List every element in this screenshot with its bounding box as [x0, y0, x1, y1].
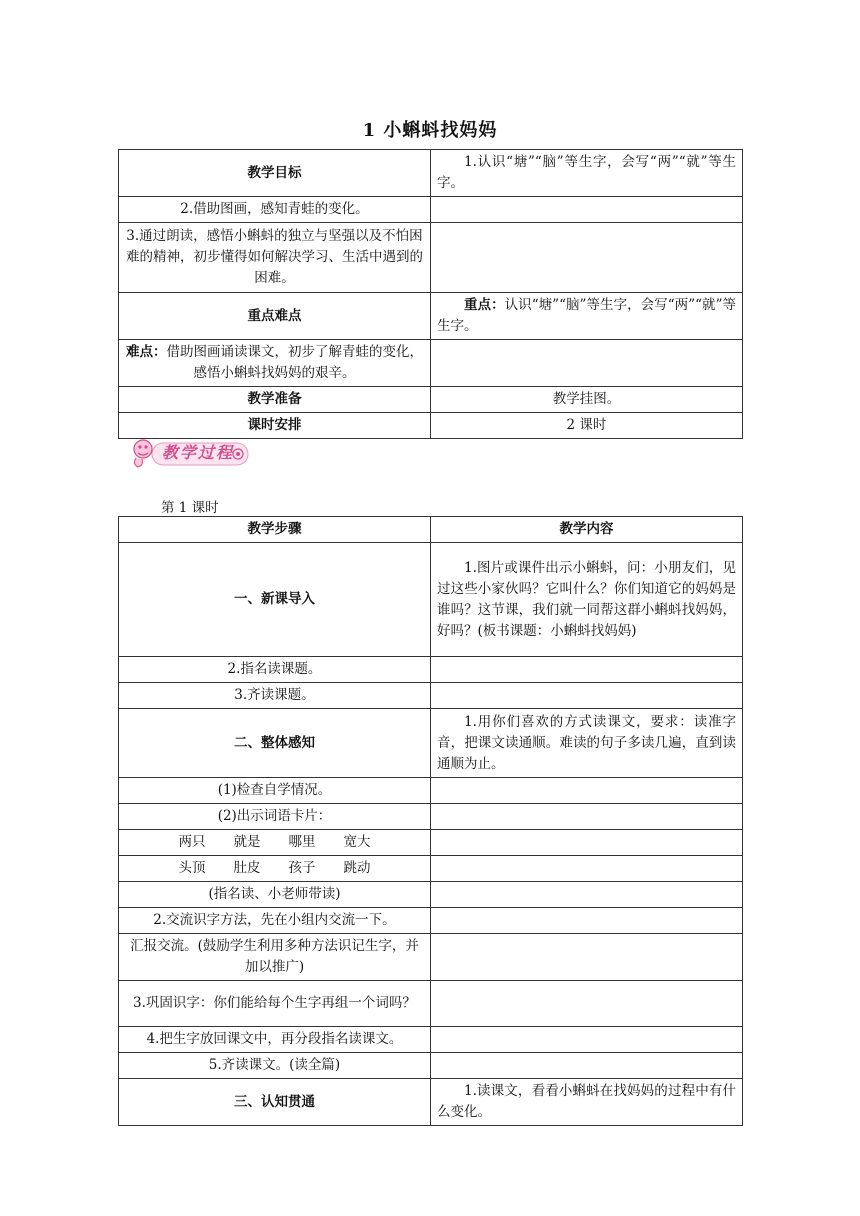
goal-1-text: 1.认识“塘”“脑”等生字，会写“两”“就”等生字。	[431, 150, 743, 197]
table-row	[119, 1053, 743, 1079]
empty-cell	[431, 657, 743, 683]
word-card: 跳动	[343, 860, 371, 876]
step-2-label: 二、整体感知	[119, 709, 431, 778]
key-label: 重点难点	[119, 293, 431, 340]
table-row	[119, 543, 743, 657]
word-card: 头顶	[178, 860, 206, 876]
empty-cell	[431, 223, 743, 293]
prep-label: 教学准备	[119, 387, 431, 413]
empty-cell	[431, 197, 743, 223]
table-row	[119, 683, 743, 709]
word-card: 宽大	[343, 834, 371, 850]
table-row	[119, 197, 743, 223]
key-cell	[431, 293, 743, 340]
step-3-label: 三、认知贯通	[119, 1079, 431, 1126]
table-row	[119, 882, 743, 908]
empty-cell	[431, 1053, 743, 1079]
empty-cell	[431, 830, 743, 856]
teaching-process-banner	[128, 433, 252, 471]
word-card: 两只	[178, 834, 206, 850]
step-text: 2.交流识字方法，先在小组内交流一下。	[119, 908, 431, 934]
step-text: 汇报交流。(鼓励学生利用多种方法识记生字，并加以推广)	[119, 934, 431, 981]
col-steps-header: 教学步骤	[119, 517, 431, 543]
step-text: 3.齐读课题。	[119, 683, 431, 709]
table-row	[119, 830, 743, 856]
table-row	[119, 908, 743, 934]
empty-cell	[431, 340, 743, 387]
step-text: 4.把生字放回课文中，再分段指名读课文。	[119, 1027, 431, 1053]
word-card-row-2	[119, 856, 431, 882]
key-text: 认识“塘”“脑”等生字，会写“两”“就”等生字。	[437, 297, 737, 334]
word-card: 孩子	[288, 860, 316, 876]
table-row	[119, 657, 743, 683]
empty-cell	[431, 856, 743, 882]
empty-cell	[431, 683, 743, 709]
table-header-row	[119, 517, 743, 543]
schedule-label: 课时安排	[119, 413, 431, 439]
table-row	[119, 804, 743, 830]
prep-value: 教学挂图。	[431, 387, 743, 413]
table-row	[119, 934, 743, 981]
word-card: 哪里	[288, 834, 316, 850]
table-row	[119, 1079, 743, 1126]
difficulty-prefix: 难点：	[126, 344, 167, 360]
difficulty-cell	[119, 340, 431, 387]
lesson-period-label: 第 1 课时	[161, 500, 219, 516]
empty-cell	[431, 1027, 743, 1053]
page-title: 1 小蝌蚪找妈妈	[362, 120, 498, 141]
table-row	[119, 223, 743, 293]
step-text: 2.指名读课题。	[119, 657, 431, 683]
table-row	[119, 709, 743, 778]
step-text: (1)检查自学情况。	[119, 778, 431, 804]
schedule-value: 2 课时	[431, 413, 743, 439]
step-text: (2)出示词语卡片：	[119, 804, 431, 830]
table-row	[119, 340, 743, 387]
lesson-info-table	[118, 149, 743, 439]
goal-3-text: 3.通过朗读，感悟小蝌蚪的独立与坚强以及不怕困难的精神，初步懂得如何解决学习、生活中遇到的困难。	[119, 223, 431, 293]
step-text: (指名读、小老师带读)	[119, 882, 431, 908]
word-card: 肚皮	[233, 860, 261, 876]
table-row	[119, 778, 743, 804]
difficulty-text: 借助图画诵读课文，初步了解青蛙的变化，感悟小蝌蚪找妈妈的艰辛。	[166, 344, 423, 381]
goal-2-text: 2.借助图画，感知青蛙的变化。	[119, 197, 431, 223]
word-card-row-1	[119, 830, 431, 856]
empty-cell	[431, 981, 743, 1027]
step-1-content: 1.图片或课件出示小蝌蚪，问：小朋友们，见过这些小家伙吗？它叫什么？你们知道它的妈妈是谁吗？这节课，我们就一同帮这群小蝌蚪找妈妈，好吗？(板书课题：小蝌蚪找妈妈)	[431, 543, 743, 657]
table-row	[119, 981, 743, 1027]
table-row	[119, 387, 743, 413]
step-text: 3.巩固识字：你们能给每个生字再组一个词吗？	[119, 981, 431, 1027]
table-row	[119, 150, 743, 197]
empty-cell	[431, 778, 743, 804]
table-row	[119, 1027, 743, 1053]
empty-cell	[431, 882, 743, 908]
step-text: 5.齐读课文。(读全篇)	[119, 1053, 431, 1079]
empty-cell	[431, 934, 743, 981]
teaching-process-table	[118, 516, 743, 1126]
col-content-header: 教学内容	[431, 517, 743, 543]
step-1-label: 一、新课导入	[119, 543, 431, 657]
word-card: 就是	[233, 834, 261, 850]
key-prefix: 重点：	[464, 297, 505, 313]
step-3-content: 1.读课文，看看小蝌蚪在找妈妈的过程中有什么变化。	[431, 1079, 743, 1126]
step-2-content: 1.用你们喜欢的方式读课文，要求：读准字音，把课文读通顺。难读的句子多读几遍，直到读通顺为止。	[431, 709, 743, 778]
table-row	[119, 856, 743, 882]
empty-cell	[431, 908, 743, 934]
empty-cell	[431, 804, 743, 830]
goal-label: 教学目标	[119, 150, 431, 197]
table-row	[119, 293, 743, 340]
teaching-process-label: 教学过程	[162, 443, 235, 462]
